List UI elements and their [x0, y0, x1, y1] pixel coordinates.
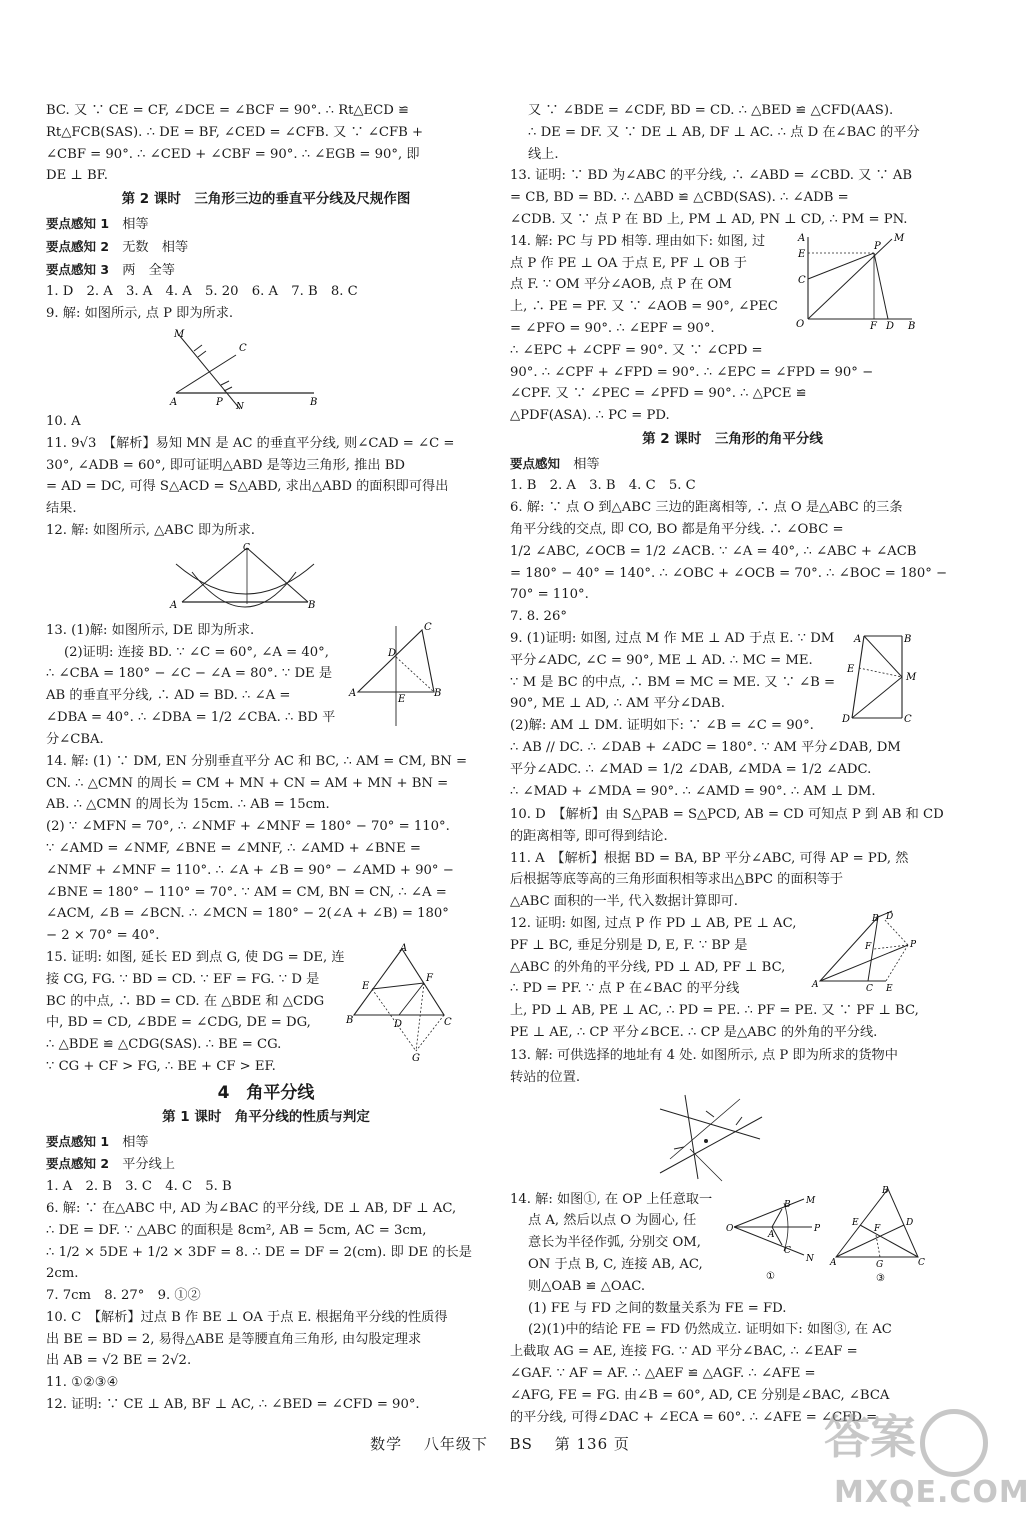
- key-point-label: 要点感知 2: [46, 1156, 110, 1172]
- text-line: 12. 证明: 如图, 过点 P 作 PD ⊥ AB, PE ⊥ AC,: [510, 915, 797, 931]
- fig-label: B: [346, 1014, 354, 1026]
- fig-label: E: [798, 248, 806, 260]
- text-line: 30°, ∠ADB = 60°, 即可证明△ABD 是等边三角形, 推出 BD: [46, 457, 405, 473]
- text-line: 13. 证明: ∵ BD 为∠ABC 的平分线, ∴ ∠ABD = ∠CBD. 又 ∵ AB: [510, 168, 913, 184]
- block-q13: [46, 620, 486, 751]
- fig-label: B: [908, 320, 916, 332]
- fig-label: O: [796, 318, 805, 330]
- text-line: = 180° − 40° = 140°. ∴ ∠OBC + ∠OCB = 70°. ∴ ∠BOC = 180° −: [510, 565, 948, 581]
- answer-11: 11. ①②③④: [46, 1375, 119, 1391]
- key-point-text: 无数 相等: [122, 239, 189, 255]
- fig-label: B: [434, 687, 442, 699]
- fig-label: D: [906, 1217, 914, 1228]
- text-line: DE ⊥ BF.: [46, 168, 108, 184]
- figure-q12r-svg: [810, 911, 920, 995]
- text-line: 转站的位置.: [510, 1069, 581, 1085]
- block-q15: [46, 942, 486, 1079]
- section-title: 4 角平分线: [217, 1082, 315, 1103]
- block-q14-right: [510, 231, 955, 427]
- text-line: (2) ∵ ∠MFN = 70°, ∴ ∠NMF + ∠MNF = 180° − 70° = 110°.: [46, 819, 450, 835]
- text-line: AB 的垂直平分线, ∴ AD = BD. ∴ ∠A =: [46, 688, 291, 704]
- text-line: ∠CPF. 又 ∵ ∠PEC = ∠PFD = 90°. ∴ △PCE ≌: [510, 386, 807, 402]
- key-point-label: 要点感知 2: [46, 238, 110, 254]
- fig-label: ③: [876, 1272, 885, 1284]
- question-9: 9. 解: 如图所示, 点 P 即为所求.: [46, 306, 234, 322]
- key-point-label: 要点感知 1: [46, 1133, 110, 1149]
- answers-7-9: 7. 7cm 8. 27° 9. ①②: [46, 1288, 201, 1304]
- text-line: 10. D 【解析】由 S△PAB = S△PCD, AB = CD 可知点 P 到 AB 和 CD: [510, 806, 944, 822]
- fig-label: F: [870, 320, 877, 332]
- question-10: 10. A: [46, 413, 81, 429]
- fig-label: C: [918, 1257, 925, 1268]
- fig-label: P: [874, 240, 881, 252]
- key-point-text: 相等: [573, 456, 600, 472]
- text-line: = ∠PFO = 90°. ∴ ∠EPF = 90°.: [510, 320, 715, 336]
- key-point-text: 相等: [122, 1134, 149, 1150]
- text-line: 出 AB = √2 BE = 2√2.: [46, 1353, 192, 1369]
- text-line: 平分∠ADC. ∴ ∠MAD = 1/2 ∠DAB, ∠MDA = 1/2 ∠ADC.: [510, 761, 872, 777]
- fig-label: C: [444, 1016, 452, 1028]
- lesson-title: 第 2 课时 三角形的角平分线: [642, 430, 823, 447]
- fig-label: C: [239, 342, 247, 354]
- fig-label: A: [170, 396, 178, 408]
- fig-label: C: [798, 274, 806, 286]
- fig-label: G: [412, 1052, 420, 1064]
- text-line: Rt△FCB(SAS). ∴ DE = BF, ∠CED = ∠CFB. 又 ∵ ∠CFB +: [46, 124, 424, 140]
- text-line: △PDF(ASA). ∴ PC = PD.: [510, 408, 670, 424]
- text-line: ∠ACM, ∠B = ∠BCN. ∴ ∠MCN = 180° − 2(∠A + ∠B) = 180°: [46, 906, 449, 922]
- block-q12-right: [510, 913, 955, 1045]
- fig-label: D: [886, 320, 895, 332]
- text-line: 6. 解: ∵ 点 O 到△ABC 三边的距离相等, ∴ 点 O 是△ABC 的三条: [510, 500, 903, 516]
- text-line: △ABC 的外角的平分线, PD ⊥ AD, PF ⊥ BC,: [510, 959, 786, 975]
- footer-page: 第 136 页: [554, 1435, 630, 1453]
- fig-label: A: [170, 599, 178, 611]
- watermark-text: 答案: [824, 1410, 916, 1464]
- answers-7-8: 7. 8. 26°: [510, 609, 567, 625]
- text-line: 结果.: [46, 501, 77, 517]
- figure-q13-svg: [346, 622, 446, 732]
- fig-label: B: [310, 396, 318, 408]
- text-line: 13. (1)解: 如图所示, DE 即为所求.: [46, 622, 255, 638]
- fig-label: G: [876, 1259, 884, 1270]
- fig-label: D: [394, 1018, 403, 1030]
- key-point-label: 要点感知 1: [46, 215, 110, 231]
- text-line: 13. 解: 可供选择的地址有 4 处. 如图所示, 点 P 即为所求的货物中: [510, 1047, 898, 1063]
- fig-label: B: [882, 1185, 889, 1196]
- text-line: ∴ ∠MAD + ∠MDA = 90°. ∴ ∠AMD = 90°. ∴ AM ⊥ DM.: [510, 783, 876, 799]
- text-line: 平分∠ADC, ∠C = 90°, ME ⊥ AD. ∴ MC = ME.: [510, 652, 813, 668]
- answers-1-5: 1. B 2. A 3. B 4. C 5. C: [510, 478, 696, 494]
- text-line: 12. 证明: ∵ CE ⊥ AB, BF ⊥ AC, ∴ ∠BED = ∠CFD = 90°.: [46, 1397, 420, 1413]
- fig-label: M: [174, 328, 185, 340]
- text-line: (2)解: AM ⊥ DM. 证明如下: ∵ ∠B = ∠C = 90°.: [510, 718, 814, 734]
- text-line: 角平分线的交点, 即 CO, BO 都是角平分线. ∴ ∠OBC =: [510, 521, 844, 537]
- fig-label: P: [910, 939, 917, 950]
- key-point-text: 平分线上: [122, 1157, 175, 1173]
- fig-label: A: [854, 633, 862, 645]
- text-line: (2)证明: 连接 BD. ∵ ∠C = 60°, ∠A = 40°,: [64, 644, 329, 660]
- text-line: ∴ 1/2 × 5DE + 1/2 × 3DF = 8. ∴ DE = DF = 2(cm). 即 DE 的长是: [46, 1244, 472, 1260]
- text-line: 90°, ME ⊥ AD, ∴ AM 平分∠DAB.: [510, 696, 725, 712]
- text-line: 出 BE = BD = 2, 易得△ABE 是等腰直角三角形, 由勾股定理求: [46, 1331, 422, 1347]
- circle-logo-icon: [920, 1409, 988, 1477]
- fig-label: A: [768, 1229, 775, 1240]
- text-line: CN. ∴ △CMN 的周长 = CM + MN + CN = AM + MN + BN =: [46, 775, 449, 791]
- figure-q9r-svg: [842, 632, 922, 724]
- text-line: 14. 解: PC 与 PD 相等. 理由如下: 如图, 过: [510, 233, 766, 249]
- fig-label: C: [424, 621, 432, 633]
- left-column: [46, 100, 486, 1416]
- text-line: − 2 × 70° = 40°.: [46, 928, 160, 944]
- text-line: ∠BNE = 180° − 110° = 70°. ∵ AM = CM, BN = CN, ∴ ∠A =: [46, 884, 447, 900]
- fig-label: M: [806, 1195, 816, 1206]
- fig-label: E: [886, 983, 893, 994]
- text-line: ∵ ∠AMD = ∠NMF, ∠BNE = ∠MNF, ∴ ∠AMD + ∠BNE =: [46, 840, 421, 856]
- fig-label: F: [426, 972, 433, 984]
- fig-label: ①: [766, 1270, 775, 1282]
- text-line: 分∠CBA.: [46, 731, 104, 747]
- key-point-label: 要点感知 3: [46, 261, 110, 277]
- text-line: 点 P 作 PE ⊥ OA 于点 E, PF ⊥ OB 于: [510, 255, 747, 271]
- text-line: 的平分线, 可得∠DAC + ∠ECA = 60°. ∴ ∠AFE = ∠CFD =: [510, 1409, 878, 1425]
- text-line: 90°. ∴ ∠CPF + ∠FPD = 90°. ∴ ∠EPC = ∠FPD = 90° −: [510, 364, 874, 380]
- key-point-text: 两 全等: [122, 262, 175, 278]
- text-line: 又 ∵ ∠BDE = ∠CDF, BD = CD. ∴ △BED ≌ △CFD(AAS).: [528, 103, 894, 118]
- watermark: [794, 1395, 1030, 1523]
- text-line: ∴ ∠EPC + ∠CPF = 90°. 又 ∵ ∠CPD =: [510, 342, 763, 358]
- text-line: 14. 解: 如图①, 在 OP 上任意取一: [510, 1191, 713, 1207]
- text-line: ∴ DE = DF. ∵ △ABC 的面积是 8cm², AB = 5cm, AC = 3cm,: [46, 1222, 427, 1238]
- text-line: 意长为半径作弧, 分别交 OM,: [528, 1235, 701, 1251]
- fig-label: C: [866, 983, 873, 994]
- right-column: [510, 100, 955, 1429]
- text-line: = AD = DC, 可得 S△ACD = S△ABD, 求出△ABD 的面积即可得出: [46, 479, 449, 495]
- figure-q14-1-svg: [726, 1189, 826, 1285]
- fig-label: A: [812, 979, 819, 990]
- fig-label: E: [398, 693, 406, 705]
- text-line: ∴ AB // DC. ∴ ∠DAB + ∠ADC = 180°. ∵ AM 平分∠DAB, DM: [510, 739, 901, 755]
- text-line: ∠AFG, FE = FG. 由∠B = 60°, AD, CE 分别是∠BAC, ∠BCA: [510, 1387, 890, 1403]
- fig-label: B: [872, 913, 879, 924]
- answers-1-5: 1. A 2. B 3. C 4. C 5. B: [46, 1179, 232, 1195]
- fig-label: A: [349, 687, 357, 699]
- fig-label: F: [865, 941, 872, 952]
- text-line: 接 CG, FG. ∵ BD = CD. ∵ EF = FG. ∵ D 是: [46, 971, 320, 987]
- fig-label: E: [852, 1217, 859, 1228]
- text-line: = CB, BD = BD. ∴ △ABD ≌ △CBD(SAS). ∴ ∠ADB =: [510, 190, 849, 206]
- fig-label: M: [906, 671, 917, 683]
- fig-label: N: [236, 401, 244, 412]
- footer-edition: BS: [509, 1435, 533, 1453]
- text-line: 上, ∴ PE = PF. 又 ∵ ∠AOB = 90°, ∠PEC: [510, 299, 778, 315]
- fig-label: E: [362, 980, 370, 992]
- text-line: 线上.: [528, 146, 559, 162]
- figure-q12-svg: [46, 542, 486, 620]
- text-line: 6. 解: ∵ 在△ABC 中, AD 为∠BAC 的平分线, DE ⊥ AB, DF ⊥ AC,: [46, 1200, 457, 1216]
- fig-label: A: [400, 942, 408, 954]
- lesson-title: 第 1 课时 角平分线的性质与判定: [162, 1108, 370, 1125]
- lesson-title: 第 2 课时 三角形三边的垂直平分线及尺规作图: [121, 191, 411, 208]
- text-line: AB. ∴ △CMN 的周长为 15cm. ∴ AB = 15cm.: [46, 797, 330, 813]
- text-line: ∠CDB. 又 ∵ 点 P 在 BD 上, PM ⊥ AD, PN ⊥ CD, ∴ PM = PN.: [510, 211, 908, 227]
- text-line: (1) FE 与 FD 之间的数量关系为 FE = FD.: [528, 1300, 787, 1316]
- fig-label: D: [886, 911, 894, 922]
- text-line: ∠DBA = 40°. ∴ ∠DBA = 1/2 ∠CBA. ∴ BD 平: [46, 709, 336, 725]
- text-line: 中, BD = CD, ∠BDE = ∠CDG, DE = DG,: [46, 1015, 311, 1031]
- fig-label: B: [784, 1199, 791, 1210]
- fig-label: B: [904, 633, 912, 645]
- question-12: 12. 解: 如图所示, △ABC 即为所求.: [46, 522, 255, 538]
- figure-q9-svg: [46, 325, 486, 411]
- fig-label: P: [216, 396, 223, 408]
- figure-q9: [46, 325, 486, 411]
- figure-q12: [46, 542, 486, 620]
- text-line: (2)(1)中的结论 FE = FD 仍然成立. 证明如下: 如图③, 在 AC: [528, 1322, 892, 1338]
- text-line: 11. 9√3 【解析】易知 MN 是 AC 的垂直平分线, 则∠CAD = ∠C =: [46, 435, 455, 451]
- text-line: 70° = 110°.: [510, 587, 589, 603]
- text-line: BC 的中点, ∴ BD = CD. 在 △BDE 和 △CDG: [46, 993, 325, 1009]
- text-line: 点 A, 然后以点 O 为圆心, 任: [528, 1213, 697, 1229]
- footer-subject: 数学: [370, 1435, 403, 1453]
- text-line: ∴ △BDE ≌ △CDG(SAS). ∴ BE = CG.: [46, 1037, 282, 1053]
- text-line: 上, PD ⊥ AB, PE ⊥ AC, ∴ PD = PE. ∴ PF = PE. 又 ∵ PF ⊥ BC,: [510, 1003, 919, 1019]
- block-q14b-right: [510, 1185, 955, 1429]
- fig-label: C: [243, 542, 250, 553]
- text-line: ON 于点 B, C, 连接 AB, AC,: [528, 1256, 703, 1272]
- fig-label: D: [388, 647, 397, 659]
- text-line: 的距离相等, 即可得到结论.: [510, 828, 668, 844]
- text-line: 点 F. ∵ OM 平分∠AOB, 点 P 在 OM: [510, 277, 732, 293]
- figure-q13b-svg: [510, 1089, 955, 1189]
- text-line: BC. 又 ∵ CE = CF, ∠DCE = ∠BCF = 90°. ∴ Rt△ECD ≌: [46, 103, 410, 118]
- text-line: 10. C 【解析】过点 B 作 BE ⊥ OA 于点 E. 根据角平分线的性质得: [46, 1309, 448, 1325]
- figure-q14-svg: [794, 231, 920, 331]
- block-q9-right: [510, 628, 955, 804]
- fig-label: C: [904, 713, 912, 725]
- text-line: ∴ ∠CBA = 180° − ∠C − ∠A = 80°. ∵ DE 是: [46, 666, 333, 682]
- text-line: ∵ M 是 BC 的中点, ∴ BM = MC = ME. 又 ∵ ∠B =: [510, 674, 836, 690]
- text-line: ∠NMF + ∠MNF = 110°. ∴ ∠A + ∠B = 90° − ∠AMD + 90° −: [46, 862, 454, 878]
- text-line: 则△OAB ≌ △OAC.: [528, 1278, 646, 1294]
- text-line: ∴ PD = PF. ∵ 点 P 在∠BAC 的平分线: [510, 981, 740, 997]
- text-line: ∠CBF = 90°. ∴ ∠CED + ∠CBF = 90°. ∴ ∠EGB = 90°, 即: [46, 146, 420, 162]
- fig-label: E: [847, 663, 855, 675]
- fig-label: M: [894, 232, 905, 244]
- text-line: 1/2 ∠ABC, ∠OCB = 1/2 ∠ACB. ∵ ∠A = 40°, ∴ ∠ABC + ∠ACB: [510, 543, 917, 559]
- text-line: PF ⊥ BC, 垂足分别是 D, E, F. ∵ BP 是: [510, 937, 748, 953]
- text-line: 2cm.: [46, 1266, 79, 1282]
- text-line: ∠GAF. ∵ AF = AF. ∴ △AEF ≌ △AGF. ∴ ∠AFE =: [510, 1365, 816, 1381]
- fig-label: B: [308, 599, 316, 611]
- footer-grade: 八年级下: [423, 1435, 488, 1453]
- watermark-url: MXQE.COM: [834, 1475, 1030, 1510]
- key-point-label: 要点感知: [510, 455, 561, 471]
- fig-label: P: [814, 1223, 821, 1234]
- figure-q13b: [510, 1089, 955, 1189]
- text-line: 14. 解: (1) ∵ DM, EN 分别垂直平分 AC 和 BC, ∴ AM = CM, BN =: [46, 753, 467, 769]
- text-line: ∵ CG + CF > FG, ∴ BE + CF > EF.: [46, 1058, 276, 1074]
- text-line: ∴ DE = DF. 又 ∵ DE ⊥ AB, DF ⊥ AC. ∴ 点 D 在∠BAC 的平分: [528, 124, 920, 140]
- text-line: 11. A 【解析】根据 BD = BA, BP 平分∠ABC, 可得 AP = PD, 然: [510, 850, 909, 866]
- key-point-text: 相等: [122, 216, 149, 232]
- fig-label: N: [806, 1253, 814, 1264]
- fig-label: D: [842, 713, 851, 725]
- figure-q14-3-svg: [830, 1185, 930, 1285]
- fig-label: A: [830, 1257, 837, 1268]
- fig-label: O: [726, 1223, 734, 1234]
- answers-1-8: 1. D 2. A 3. A 4. A 5. 20 6. A 7. B 8. C: [46, 284, 358, 300]
- text-line: 上截取 AG = AE, 连接 FG. ∵ AD 平分∠BAC, ∴ ∠EAF =: [510, 1344, 858, 1360]
- text-line: 15. 证明: 如图, 延长 ED 到点 G, 使 DG = DE, 连: [46, 949, 345, 965]
- fig-label: A: [798, 232, 806, 244]
- fig-label: C: [784, 1245, 791, 1256]
- figure-q15-svg: [344, 942, 454, 1064]
- text-line: △ABC 面积的一半, 代入数据计算即可.: [510, 894, 738, 910]
- fig-label: F: [874, 1223, 881, 1234]
- text-line: 9. (1)证明: 如图, 过点 M 作 ME ⊥ AD 于点 E. ∵ DM: [510, 630, 835, 646]
- text-line: 后根据等底等高的三角形面积相等求出△BPC 的面积等于: [510, 872, 844, 888]
- text-line: PE ⊥ AE, ∴ CP 平分∠BCE. ∴ CP 是△ABC 的外角的平分线.: [510, 1024, 878, 1040]
